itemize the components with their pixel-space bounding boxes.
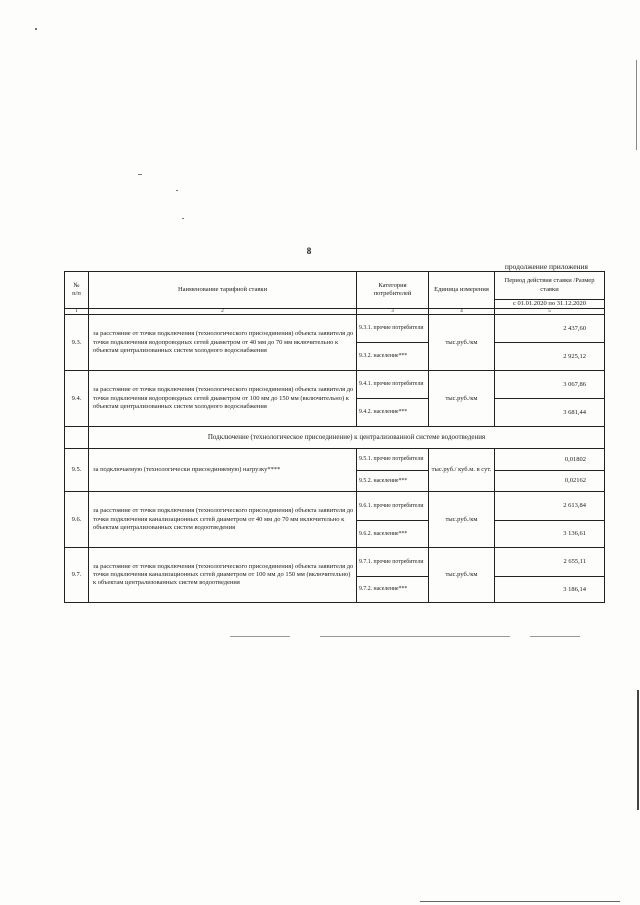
scan-speck — [176, 190, 178, 191]
column-number: 5 — [495, 309, 605, 315]
row-category: 9.3.1. прочие потребители — [357, 315, 429, 343]
header-category: Категория потребителей — [357, 272, 429, 309]
scan-dash-line — [230, 636, 290, 637]
table-row — [65, 449, 605, 471]
table-row — [65, 548, 605, 577]
row-value: 3 067,86 — [495, 371, 605, 399]
row-unit: тыс.руб./км — [429, 492, 495, 548]
table-row — [65, 315, 605, 343]
row-category: 9.7.2. население*** — [357, 577, 429, 603]
scan-dash-line — [320, 636, 510, 637]
row-num: 9.7. — [65, 548, 89, 603]
row-unit: тыс.руб./км — [429, 315, 495, 371]
header-num: № п/п — [65, 272, 89, 309]
row-value: 2 655,11 — [495, 548, 605, 577]
row-desc: за расстояние от точки подключения (технологического присоединения) объекта заявителя до точки подключения канализационных сетей диаметром от 100 мм до 150 мм (включительно) к объектам централизованных систем водоотведения — [89, 548, 357, 603]
row-desc: за расстояние от точки подключения (технологического присоединения) объекта заявителя до точки подключения канализационных сетей диаметром от 40 мм до 70 мм включительно к объектам централизованных систем водоотведения — [89, 492, 357, 548]
row-unit: тыс.руб./км — [429, 371, 495, 427]
row-unit: тыс.руб./км — [429, 548, 495, 603]
scan-dash-line — [420, 901, 620, 902]
header-name: Наименование тарифной ставки — [89, 272, 357, 309]
scan-speck — [182, 218, 184, 219]
row-desc: за расстояние от точки подключения (технологического присоединения) объекта заявителя до точки подключения водопроводных сетей диаметром от 40 мм до 70 мм включительно к объектам централизованных систем холодного водоснабжения — [89, 315, 357, 371]
row-value: 3 186,14 — [495, 577, 605, 603]
row-num: 9.6. — [65, 492, 89, 548]
continuation-label: продолжение приложения — [504, 262, 588, 271]
tariff-table — [64, 271, 605, 603]
row-category: 9.6.2. население*** — [357, 521, 429, 548]
page-number: 8 — [306, 246, 312, 256]
scan-dash-line — [530, 636, 580, 637]
row-value: 2 613,84 — [495, 492, 605, 521]
row-value: 2 925,12 — [495, 343, 605, 371]
row-value: 0,01802 — [495, 449, 605, 471]
row-num: 9.4. — [65, 371, 89, 427]
scan-edge-mark — [636, 60, 637, 150]
scan-speck — [138, 174, 142, 175]
row-value: 3 681,44 — [495, 399, 605, 427]
row-category: 9.3.2. население*** — [357, 343, 429, 371]
column-number: 1 — [65, 309, 89, 315]
row-unit: тыс.руб./ куб.м. в сут. — [429, 449, 495, 492]
row-category: 9.5.1. прочие потребители — [357, 449, 429, 471]
table-row — [65, 371, 605, 399]
table-row — [65, 492, 605, 521]
row-value: 3 136,61 — [495, 521, 605, 548]
row-value: 2 437,60 — [495, 315, 605, 343]
row-desc: за расстояние от точки подключения (технологического присоединения) объекта заявителя до точки подключения водопроводных сетей диаметром от 100 мм до 150 мм (включительно) к объектам централизованных систем холодного водоснабжения — [89, 371, 357, 427]
row-category: 9.4.2. население*** — [357, 399, 429, 427]
header-period-title: Период действия ставки /Размер ставки — [495, 272, 605, 300]
row-num: 9.3. — [65, 315, 89, 371]
row-category: 9.5.2. население*** — [357, 471, 429, 492]
scan-speck — [35, 28, 37, 30]
table-header-row — [65, 272, 605, 300]
row-value: 0,02162 — [495, 471, 605, 492]
row-num: 9.5. — [65, 449, 89, 492]
column-number: 3 — [357, 309, 429, 315]
row-desc: за подключаемую (технологически присоединяемую) нагрузку**** — [89, 449, 357, 492]
section-spacer — [65, 427, 89, 449]
scan-edge-mark — [637, 690, 639, 810]
row-category: 9.7.1. прочие потребители — [357, 548, 429, 577]
header-period: с 01.01.2020 по 31.12.2020 — [495, 300, 605, 309]
section-row — [65, 427, 605, 449]
column-number: 4 — [429, 309, 495, 315]
section-title: Подключение (технологическое присоединение) к централизованной системе водоотведения — [89, 427, 605, 449]
header-unit: Единица измерения — [429, 272, 495, 309]
row-category: 9.6.1. прочие потребители — [357, 492, 429, 521]
column-number: 2 — [89, 309, 357, 315]
row-category: 9.4.1. прочие потребители — [357, 371, 429, 399]
